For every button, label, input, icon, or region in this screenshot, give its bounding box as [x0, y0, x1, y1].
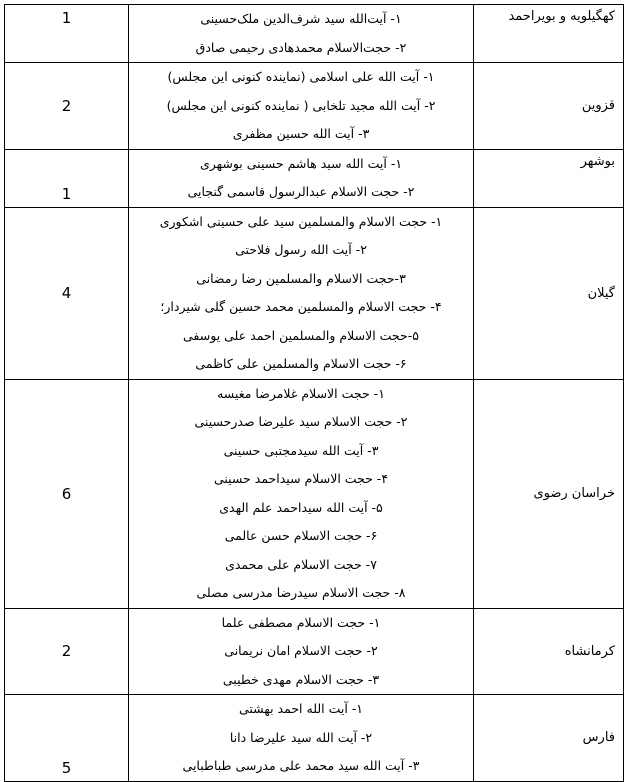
seat-count: 4 — [61, 284, 72, 302]
candidate-name: ۳- حجت الاسلام مهدی خطیبی — [222, 671, 380, 687]
seat-count: 1 — [61, 9, 72, 27]
candidates-table — [4, 4, 624, 782]
seat-count-cell — [5, 608, 129, 695]
candidate-name: ۲- آیت الله سید علیرضا دانا — [229, 729, 373, 745]
table-row — [5, 63, 624, 150]
candidate-name: ۱- حجت الاسلام والمسلمین سید علی حسینی اشکوری — [159, 213, 443, 229]
candidate-name: ۳- آیت الله حسین مظفری — [232, 126, 370, 141]
candidates-cell — [129, 63, 474, 150]
candidate-name: ۲- حجت الاسلام امان نریمانی — [224, 643, 378, 658]
province-cell — [474, 608, 624, 695]
seat-count: 6 — [61, 484, 72, 503]
candidate-list — [129, 5, 473, 62]
province-name: خراسان رضوی — [533, 486, 615, 501]
province-cell — [474, 695, 624, 782]
candidate-name: ۵-حجت الاسلام والمسلمین احمد علی یوسفی — [183, 327, 419, 343]
candidate-name: ۱- آیت الله علی اسلامی (نماینده کنونی این مجلس) — [167, 69, 435, 84]
seat-count-cell — [5, 149, 129, 207]
province-name: بوشهر — [580, 153, 615, 169]
province-name: کهگیلویه و بویراحمد — [508, 9, 615, 24]
province-name: فارس — [582, 730, 615, 746]
seat-count: 5 — [61, 758, 72, 777]
seat-count: 2 — [61, 642, 72, 661]
candidate-name: ۸- حجت الاسلام سیدرضا مدرسی مصلی — [196, 585, 406, 600]
table-row — [5, 207, 624, 379]
candidate-name: ۴- حجت الاسلام والمسلمین محمد حسین گلی شیردار؛ — [160, 299, 442, 314]
candidates-cell — [129, 5, 474, 63]
seat-count: 1 — [61, 184, 72, 203]
candidates-cell — [129, 207, 474, 379]
province-cell — [474, 149, 624, 207]
table-row — [5, 695, 624, 782]
candidate-name: ۲- حجت الاسلام عبدالرسول قاسمی گنجایی — [187, 184, 415, 199]
province-cell — [474, 5, 624, 63]
seat-count-cell — [5, 379, 129, 608]
candidate-name: ۱- آیت‌الله سید شرف‌الدین ملک‌حسینی — [200, 11, 402, 26]
province-cell — [474, 207, 624, 379]
province-cell — [474, 379, 624, 608]
candidate-name: ۶- حجت الاسلام والمسلمین علی کاظمی — [195, 356, 407, 371]
seat-count-cell — [5, 63, 129, 150]
seat-count-cell — [5, 695, 129, 782]
province-name: کرمانشاه — [564, 643, 615, 659]
candidates-cell — [129, 379, 474, 608]
candidates-cell — [129, 608, 474, 695]
candidate-name: ۱- آیت الله سید هاشم حسینی بوشهری — [199, 155, 403, 171]
province-name: گیلان — [587, 285, 615, 301]
candidate-name: ۳-حجت الاسلام والمسلمین رضا رمضانی — [196, 270, 406, 286]
candidate-name: ۴- حجت الاسلام سیداحمد حسینی — [213, 471, 389, 486]
candidate-name: ۱- حجت الاسلام غلامرضا مغیسه — [217, 385, 385, 401]
province-cell — [474, 63, 624, 150]
candidate-name: ۲- حجت الاسلام سید علیرضا صدرحسینی — [194, 414, 408, 429]
candidate-name: ۲- حجت‌الاسلام محمدهادی رحیمی صادق — [195, 39, 407, 55]
candidate-list — [129, 380, 473, 608]
table-row — [5, 149, 624, 207]
candidate-name: ۳- آیت الله سید محمد علی مدرسی طباطبایی — [182, 758, 420, 773]
province-name: قزوین — [581, 98, 615, 114]
candidate-list — [129, 63, 473, 149]
table-row — [5, 5, 624, 63]
candidate-name: ۱- حجت الاسلام مصطفی علما — [221, 614, 381, 630]
candidate-name: ۲- آیت الله رسول فلاحتی — [235, 242, 367, 257]
candidate-name: ۵- آیت الله سیداحمد علم الهدی — [219, 499, 383, 515]
candidate-list — [129, 208, 473, 379]
candidate-name: ۳- آیت الله سیدمجتبی حسینی — [223, 442, 379, 458]
table-row — [5, 379, 624, 608]
table-row — [5, 608, 624, 695]
candidate-name: ۷- حجت الاسلام علی محمدی — [225, 556, 377, 572]
candidate-name: ۲- آیت الله مجید تلخابی ( نماینده کنونی این مجلس) — [166, 97, 436, 113]
candidates-cell — [129, 149, 474, 207]
seat-count-cell — [5, 5, 129, 63]
seat-count: 2 — [61, 96, 72, 115]
candidate-list — [129, 150, 473, 207]
seat-count-cell — [5, 207, 129, 379]
candidates-cell — [129, 695, 474, 782]
candidate-name: ۶- حجت الاسلام حسن عالمی — [224, 528, 378, 543]
candidate-name: ۱- آیت الله احمد بهشتی — [238, 701, 364, 716]
candidate-list — [129, 695, 473, 781]
candidate-list — [129, 609, 473, 695]
